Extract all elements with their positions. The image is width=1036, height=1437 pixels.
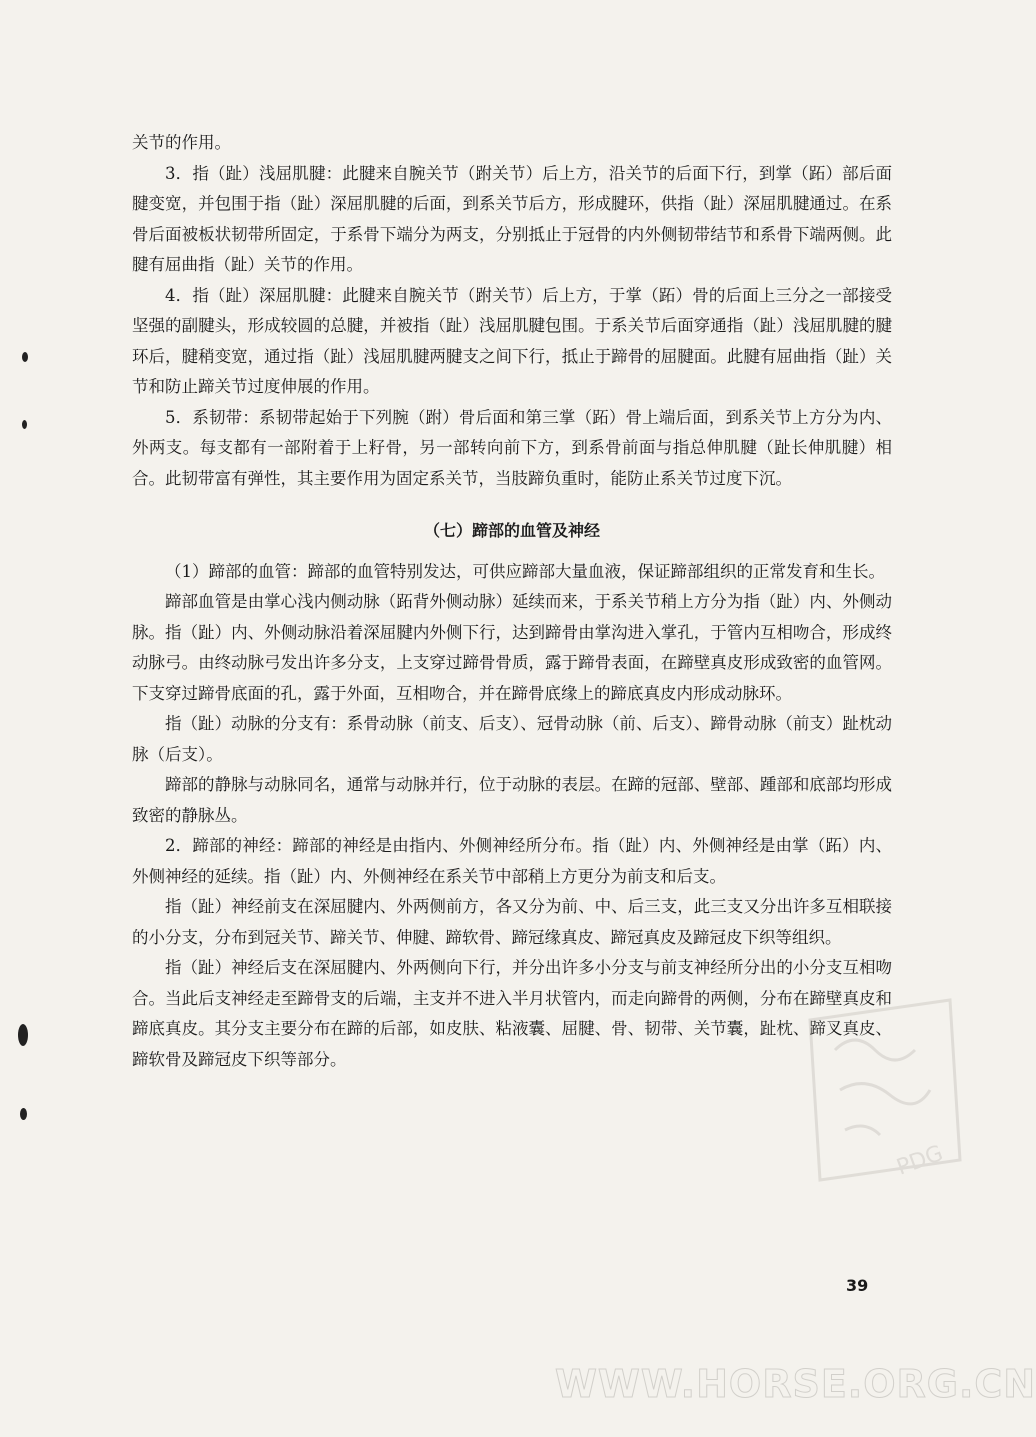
section-heading: （七）蹄部的血管及神经 xyxy=(423,521,600,540)
paragraph-superficial-flexor: 3．指（趾）浅屈肌腱：此腱来自腕关节（跗关节）后上方，沿关节的后面下行，到掌（跖）部后面腱变宽，并包围于指（趾）深屈肌腱的后面，到系关节后方，形成腱环，供指（趾）深屈肌腱通过。在系骨后面被板状韧带所固定，于系骨下端分为两支，分别抵止于冠骨的内外侧韧带结节和系骨下端两侧。此腱有屈曲指（趾）关节的作用。 xyxy=(132,163,892,274)
paragraph-nerves: 2．蹄部的神经：蹄部的神经是由指内、外侧神经所分布。指（趾）内、外侧神经是由掌（跖）内、外侧神经的延续。指（趾）内、外侧神经在系关节中部稍上方更分为前支和后支。 xyxy=(132,836,892,886)
margin-mark xyxy=(18,1024,28,1046)
paragraph-nerve-anterior: 指（趾）神经前支在深屈腱内、外两侧前方，各又分为前、中、后三支，此三支又分出许多互相联接的小分支，分布到冠关节、蹄关节、伸腱、蹄软骨、蹄冠缘真皮、蹄冠真皮及蹄冠皮下织等组织。 xyxy=(132,897,892,947)
page-number: 39 xyxy=(846,1276,869,1295)
paragraph-arteries: 蹄部血管是由掌心浅内侧动脉（跖背外侧动脉）延续而来，于系关节稍上方分为指（趾）内、外侧动脉。指（趾）内、外侧动脉沿着深屈腱内外侧下行，达到蹄骨由掌沟进入掌孔，于管内互相吻合，形成终动脉弓。由终动脉弓发出许多分支，上支穿过蹄骨骨质，露于蹄骨表面，在蹄壁真皮形成致密的血管网。下支穿过蹄骨底面的孔，露于外面，互相吻合，并在蹄骨底缘上的蹄底真皮内形成动脉环。 xyxy=(132,592,892,703)
seal-text: PDG xyxy=(893,1140,947,1181)
paragraph-continuation: 关节的作用。 xyxy=(132,133,231,152)
paragraph-suspensory-ligament: 5．系韧带：系韧带起始于下列腕（跗）骨后面和第三掌（跖）骨上端后面，到系关节上方分为内、外两支。每支都有一部附着于上籽骨，另一部转向前下方，到系骨前面与指总伸肌腱（趾长伸肌腱）相合。此韧带富有弹性，其主要作用为固定系关节，当肢蹄负重时，能防止系关节过度下沉。 xyxy=(132,407,892,488)
margin-mark xyxy=(22,420,27,429)
body-text xyxy=(132,128,892,1075)
margin-mark xyxy=(20,1108,27,1120)
paragraph-artery-branches: 指（趾）动脉的分支有：系骨动脉（前支、后支）、冠骨动脉（前、后支）、蹄骨动脉（前支）趾枕动脉（后支）。 xyxy=(132,714,892,764)
paragraph-veins: 蹄部的静脉与动脉同名，通常与动脉并行，位于动脉的表层。在蹄的冠部、壁部、踵部和底部均形成致密的静脉丛。 xyxy=(132,775,892,825)
margin-mark xyxy=(22,352,28,362)
paragraph-nerve-posterior: 指（趾）神经后支在深屈腱内、外两侧向下行，并分出许多小分支与前支神经所分出的小分支互相吻合。当此后支神经走至蹄骨支的后端，主支并不进入半月状管内，而走向蹄骨的两侧，分布在蹄壁真皮和蹄底真皮。其分支主要分布在蹄的后部，如皮肤、粘液囊、屈腱、骨、韧带、关节囊，趾枕、蹄叉真皮、蹄软骨及蹄冠皮下织等部分。 xyxy=(132,958,892,1069)
paragraph-deep-flexor: 4．指（趾）深屈肌腱：此腱来自腕关节（跗关节）后上方，于掌（跖）骨的后面上三分之一部接受坚强的副腱头，形成较圆的总腱，并被指（趾）浅屈肌腱包围。于系关节后面穿通指（趾）浅屈肌腱的腱环后，腱稍变宽，通过指（趾）浅屈肌腱两腱支之间下行，抵止于蹄骨的屈腱面。此腱有屈曲指（趾）关节和防止蹄关节过度伸展的作用。 xyxy=(132,285,892,396)
pdg-seal-watermark xyxy=(790,990,970,1190)
paragraph-blood-vessels: （1）蹄部的血管：蹄部的血管特别发达，可供应蹄部大量血液，保证蹄部组织的正常发育和生长。 xyxy=(165,561,885,581)
site-watermark: WWW.HORSE.ORG.CN xyxy=(555,1362,1036,1406)
